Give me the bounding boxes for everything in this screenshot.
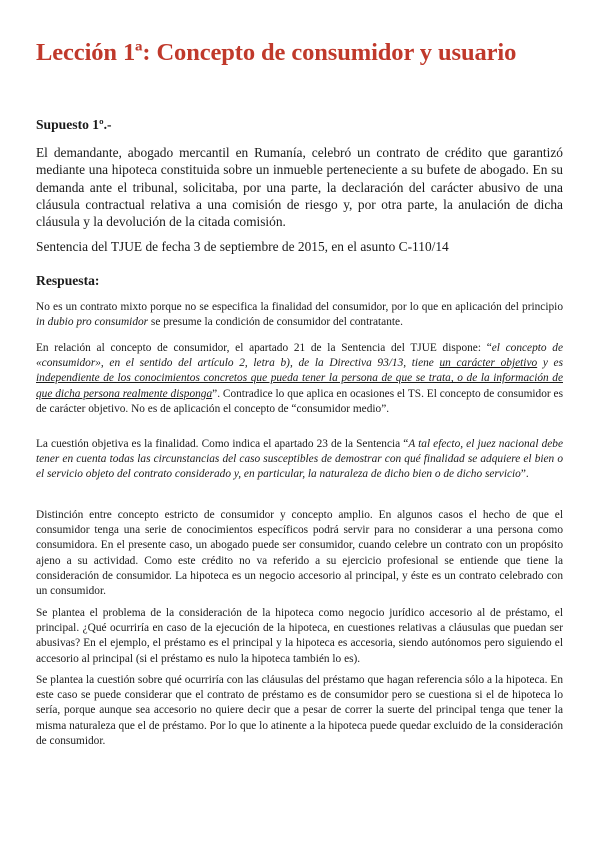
paragraph-objective-finality: La cuestión objetiva es la finalidad. Como indica el apartado 23 de la Sentencia “A tal efecto, el juez nacional debe tener en cuenta todas las circunstancias del caso susceptibles de demostrar con qué finalidad se adquiere el bien o el servicio objeto del contrato considerado y, en particular, la naturaleza de dicho bien o de dicho servicio”.: [36, 438, 563, 481]
supuesto-paragraph: El demandante, abogado mercantil en Rumanía, celebró un contrato de crédito que garantizó mediante una hipoteca constituida sobre un inmueble perteneciente a su bufete de abogado. En su demanda ante el tribunal, solicitaba, por una parte, la declaración del carácter abusivo de una cláusula contractual relativa a una comisión de riesgo y, por otra parte, la anulación de dicha cláusula y la devolución de la citada comisión.: [36, 145, 563, 230]
respuesta-heading: Respuesta:: [36, 273, 100, 288]
paragraph-consumer-concept: En relación al concepto de consumidor, el apartado 21 de la Sentencia del TJUE dispone: “el concepto de «consumidor», en el sentido del artículo 2, letra b), de la Directiva 93/13, tiene un carácter objetivo y es independiente de los conocimientos concretos que pueda tener la persona de que se trata, o de la información de que dicha persona realmente disponga”. Contradice lo que aplica en ocasiones el TS. El concepto de consumidor es de carácter objetivo. No es de aplicación el concepto de “consumidor medio”.: [36, 342, 564, 415]
page-title: Lección 1ª: Concepto de consumidor y usuario: [36, 39, 517, 66]
paragraph-mortgage-accessory: Se plantea el problema de la consideración de la hipoteca como negocio jurídico accesorio al de préstamo, el principal. ¿Qué ocurriría en caso de la ejecución de la hipoteca, en cuestiones relativas a cláusulas que puedan ser abusivas? En el ejemplo, el préstamo es el principal y la hipoteca es accesoria, siendo autónomos pero siguiendo el accesorio al principal (si el préstamo es nulo la hipoteca también lo es).: [36, 607, 563, 665]
paragraph-mixed-contract: No es un contrato mixto porque no se especifica la finalidad del consumidor, por lo que en aplicación del principio in dubio pro consumidor se presume la condición de consumidor del contratante.: [36, 301, 563, 329]
paragraph-strict-vs-broad: Distinción entre concepto estricto de consumidor y concepto amplio. En algunos casos el hecho de que el consumidor tenga una serie de conocimientos específicos podrá servir para no considerar a una persona como consumidora. En el presente caso, un abogado puede ser consumidor, cuando celebre un contrato con un propósito ajeno a su actividad. Como este crédito no va referido a su ejercicio profesional se entiende que tiene la consideración de consumidor. La hipoteca es un negocio accesorio al principal, y éste es un contrato celebrado con un consumidor.: [36, 509, 563, 598]
sentencia-reference: Sentencia del TJUE de fecha 3 de septiembre de 2015, en el asunto C-110/14: [36, 239, 449, 254]
paragraph-mortgage-clauses: Se plantea la cuestión sobre qué ocurriría con las cláusulas del préstamo que hagan referencia sólo a la hipoteca. En este caso se puede considerar que el contrato de préstamo es de consumidor pero se cuestiona si el de hipoteca lo sería, porque aunque sea accesorio no quiere decir que a pesar de correr la suerte del principal tenga que tener la misma naturaleza que el de préstamo. Por lo que lo atinente a la hipoteca puede quedar excluido de la consideración de consumidor.: [36, 674, 563, 747]
supuesto-heading: Supuesto 1º.-: [36, 117, 112, 132]
